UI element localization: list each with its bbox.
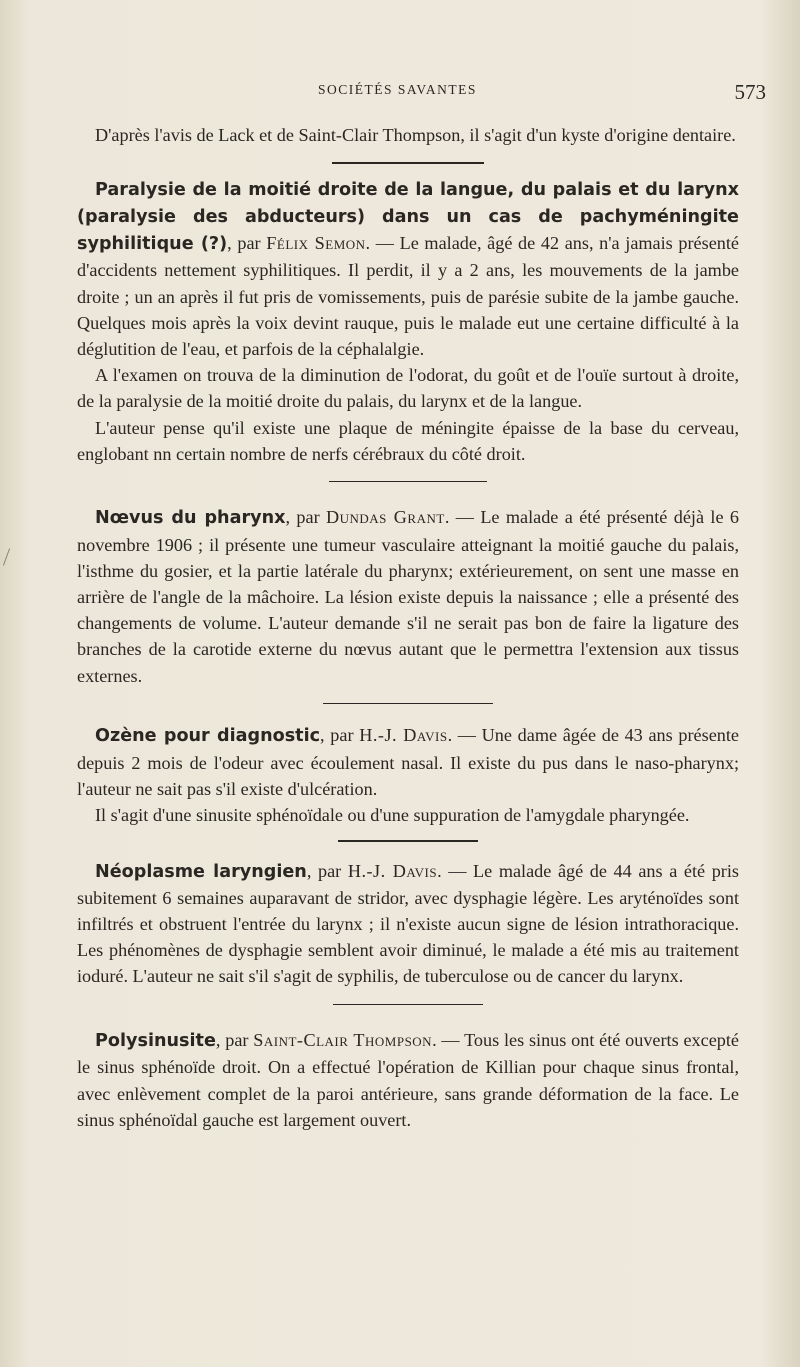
dash: . — (447, 725, 482, 746)
page-number: 573 (734, 80, 766, 104)
section-title: Néoplasme laryngien (95, 861, 307, 882)
dash: . — (365, 233, 400, 254)
author-name: Dundas Grant (326, 507, 445, 528)
section-neoplasme-paragraph (77, 858, 739, 990)
section-ozene-paragraph-2: Il s'agit d'une sinusite sphénoïdale ou d'une suppuration de l'amygdale pharyngée. (95, 804, 690, 825)
section-paralysie-paragraph-3: L'auteur pense qu'il existe une plaque de méningite épaisse de la base du cerveau, englobant nn certain nombre de nerfs cérébraux du côté droit. (77, 417, 739, 464)
by-connector: , par (285, 507, 326, 528)
section-body: Le malade, âgé de 42 ans, n'a jamais présenté d'accidents nettement syphilitiques. Il perdit, il y a 2 ans, les mouvements de la jambe droite ; un an après il fut pris de vomissements, puis de parésie subite de la jambe gauche. Quelques mois après la voix devint rauque, puis le malade eut une certaine difficulté à la déglutition de l'eau, et parfois de la céphalalgie. (77, 233, 739, 359)
by-connector: , par (215, 1030, 254, 1051)
section-divider (333, 1004, 483, 1006)
section-ozene-paragraph (77, 722, 739, 802)
dash: . — (444, 507, 481, 528)
section-title: Paralysie de la moitié droite de la langue, du palais et du larynx (paralysie des abducteurs) dans un cas de pachyméningite syphilitique (?) (77, 179, 739, 255)
page-header (0, 80, 800, 110)
author-name: Saint-Clair Thompson (253, 1030, 433, 1051)
author-name: H.-J. Davis (347, 860, 438, 881)
section-paralysie-paragraph-2: A l'examen on trouva de la diminution de l'odorat, du goût et de l'ouïe surtout à droite, de la paralysie de la moitié droite du palais, du larynx et de la langue. (77, 365, 739, 412)
section-title: Polysinusite (95, 1031, 216, 1052)
section-naevus-paragraph (77, 504, 739, 688)
section-body: Tous les sinus ont été ouverts excepté le sinus sphénoïde droit. On a effectué l'opération de Killian pour chaque sinus frontal, avec enlèvement complet de la paroi antérieure, sans grande déformation de la face. Le sinus sphénoïdal gauche est largement ouvert. (77, 1030, 740, 1130)
intro-paragraph: D'après l'avis de Lack et de Saint-Clair Thompson, il s'agit d'un kyste d'origine dentaire. (95, 125, 736, 145)
section-divider (338, 840, 478, 842)
article-body (77, 122, 739, 1133)
section-divider (323, 703, 493, 705)
section-divider (329, 481, 487, 483)
by-connector: , par (227, 233, 267, 254)
dash: . — (437, 860, 474, 881)
section-body: Le malade âgé de 44 ans a été pris subitement 6 semaines auparavant de stridor, avec dysphagie légère. Les aryténoïdes sont infiltrés et obstruent l'entrée du larynx ; il n'existe aucun signe de lésion intrathoracique. Les phénomènes de dysphagie semblent avoir diminué, le malade a été mis au traitement ioduré. L'auteur ne sait s'il s'agit de syphilis, de tuberculose ou de cancer du larynx. (77, 860, 739, 987)
dash: . — (432, 1030, 465, 1051)
section-body: Le malade a été présenté déjà le 6 novembre 1906 ; il présente une tumeur vasculaire atteignant la moitié gauche du palais, l'isthme du gosier, et la partie latérale du pharynx; extérieurement, on sent une masse en arrière de l'angle de la mâchoire. La lésion existe depuis la naissance ; elle a présenté des changements de volume. L'auteur demande s'il ne serait pas bon de faire la ligature des branches de la carotide externe du nœvus autant que le permettra l'extension aux tissus externes. (77, 507, 739, 686)
by-connector: , par (320, 725, 360, 746)
section-polysinusite-paragraph (77, 1027, 739, 1133)
author-name: H.-J. Davis (359, 725, 448, 746)
section-paralysie-first-paragraph (77, 176, 739, 362)
margin-pencil-mark (3, 548, 10, 565)
section-body: Une dame âgée de 43 ans présente depuis 2 mois de l'odeur avec écoulement nasal. Il existe du pus dans le naso-pharynx; l'auteur ne sait pas s'il existe d'ulcération. (77, 725, 739, 799)
section-title: Nœvus du pharynx (95, 508, 286, 529)
author-name: Félix Semon (266, 233, 366, 254)
running-title: SOCIÉTÉS SAVANTES (318, 82, 477, 97)
section-title: Ozène pour diagnostic (95, 726, 321, 747)
by-connector: , par (306, 860, 348, 881)
section-divider (332, 162, 484, 164)
